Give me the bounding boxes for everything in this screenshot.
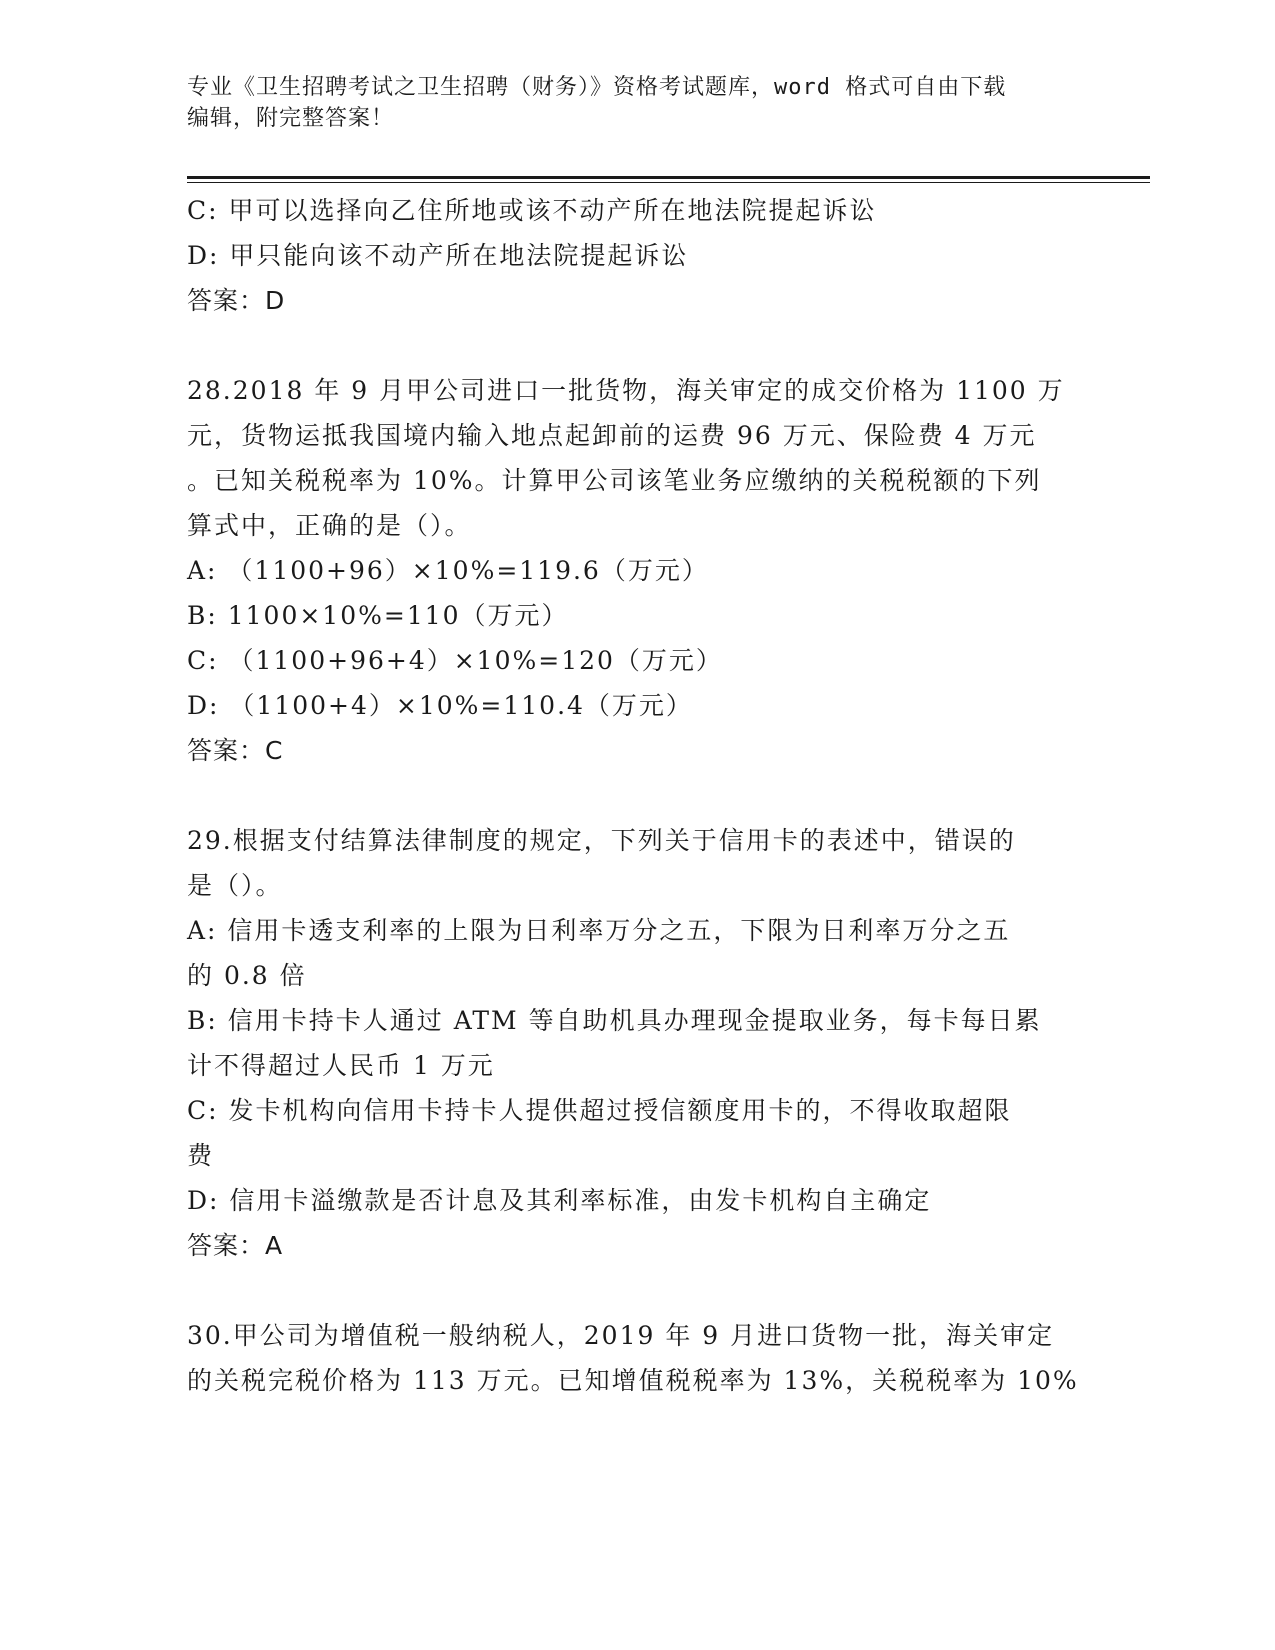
header-line-2: 编辑，附完整答案！	[187, 106, 395, 131]
q29-option-a-line-1: A: 信用卡透支利率的上限为日利率万分之五，下限为日利率万分之五	[187, 916, 1011, 945]
q29-stem-line-1: 29.根据支付结算法律制度的规定，下列关于信用卡的表述中，错误的	[187, 826, 1016, 855]
q27-answer: 答案：D	[187, 286, 286, 315]
q28-stem-line-4: 算式中，正确的是（）。	[187, 511, 472, 540]
q28-option-d: D: （1100+4）×10%=110.4（万元）	[187, 691, 693, 720]
q29-option-c-line-2: 费	[187, 1141, 215, 1170]
q27-option-c: C: 甲可以选择向乙住所地或该不动产所在地法院提起诉讼	[187, 196, 877, 225]
q28-stem-line-1: 28.2018 年 9 月甲公司进口一批货物，海关审定的成交价格为 1100 万	[187, 376, 1065, 405]
q29-option-b-line-2: 计不得超过人民币 1 万元	[187, 1051, 495, 1080]
question-content	[187, 188, 1087, 1403]
q28-option-a: A: （1100+96）×10%=119.6（万元）	[187, 556, 709, 585]
q29-option-c-line-1: C: 发卡机构向信用卡持卡人提供超过授信额度用卡的，不得收取超限	[187, 1096, 1012, 1125]
q29-option-d: D: 信用卡溢缴款是否计息及其利率标准，由发卡机构自主确定	[187, 1186, 932, 1215]
q28-option-b: B: 1100×10%=110（万元）	[187, 601, 569, 630]
q28-stem-line-2: 元，货物运抵我国境内输入地点起卸前的运费 96 万元、保险费 4 万元	[187, 421, 1037, 450]
q29-option-b-line-1: B: 信用卡持卡人通过 ATM 等自助机具办理现金提取业务，每卡每日累	[187, 1006, 1042, 1035]
header-divider-thick	[187, 176, 1150, 179]
header-divider-thin	[187, 182, 1150, 183]
q30-stem-line-1: 30.甲公司为增值税一般纳税人，2019 年 9 月进口货物一批，海关审定	[187, 1321, 1055, 1350]
header-line-1: 专业《卫生招聘考试之卫生招聘（财务）》资格考试题库，word 格式可自由下载	[187, 75, 1007, 100]
q29-answer: 答案：A	[187, 1231, 284, 1260]
document-header	[187, 72, 1087, 134]
q29-stem-line-2: 是（）。	[187, 871, 283, 900]
q27-option-d: D: 甲只能向该不动产所在地法院提起诉讼	[187, 241, 689, 270]
q28-option-c: C: （1100+96+4）×10%=120（万元）	[187, 646, 723, 675]
q28-answer: 答案：C	[187, 736, 284, 765]
q30-stem-line-2: 的关税完税价格为 113 万元。已知增值税税率为 13%，关税税率为 10%	[187, 1366, 1079, 1395]
spacer	[187, 773, 1087, 818]
spacer	[187, 323, 1087, 368]
q29-option-a-line-2: 的 0.8 倍	[187, 961, 307, 990]
spacer	[187, 1268, 1087, 1313]
q28-stem-line-3: 。已知关税税率为 10%。计算甲公司该笔业务应缴纳的关税税额的下列	[187, 466, 1042, 495]
